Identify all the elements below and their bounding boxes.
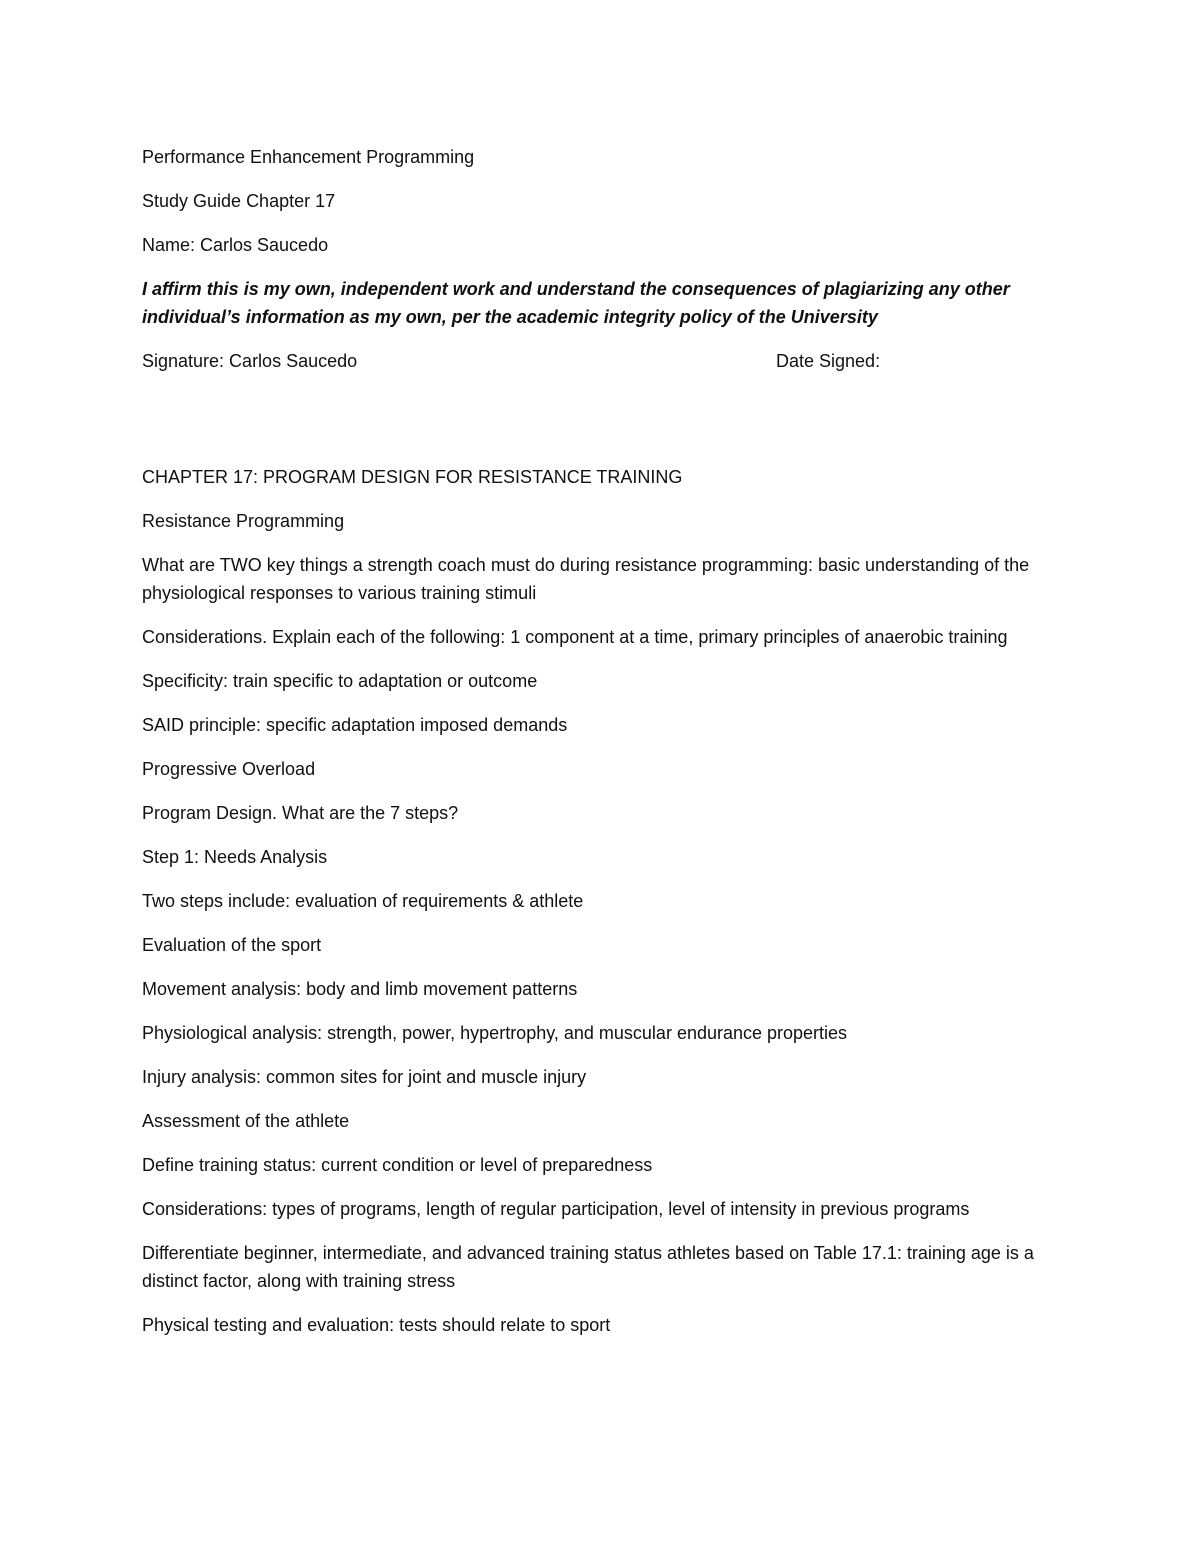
paragraph: Considerations: types of programs, length of regular participation, level of intensity in previous programs	[142, 1199, 970, 1219]
signature-row	[142, 347, 1062, 375]
paragraph: Evaluation of the sport	[142, 935, 322, 955]
affirmation-statement: I affirm this is my own, independent work and understand the consequences of plagiarizing any other individual’s information as my own, per the academic integrity policy of the University	[142, 279, 1010, 327]
paragraph: Step 1: Needs Analysis	[142, 847, 328, 867]
student-name: Name: Carlos Saucedo	[142, 235, 329, 255]
paragraph: Progressive Overload	[142, 759, 316, 779]
paragraph: Physiological analysis: strength, power, hypertrophy, and muscular endurance properties	[142, 1023, 848, 1043]
paragraph: Considerations. Explain each of the following: 1 component at a time, primary principles of anaerobic training	[142, 627, 1008, 647]
paragraph: Define training status: current condition or level of preparedness	[142, 1155, 653, 1175]
paragraph: Assessment of the athlete	[142, 1111, 350, 1131]
chapter-heading: CHAPTER 17: PROGRAM DESIGN FOR RESISTANCE TRAINING	[142, 467, 683, 487]
paragraph: Injury analysis: common sites for joint and muscle injury	[142, 1067, 587, 1087]
paragraph: Specificity: train specific to adaptation or outcome	[142, 671, 538, 691]
paragraph: Program Design. What are the 7 steps?	[142, 803, 459, 823]
section-heading: Resistance Programming	[142, 511, 345, 531]
paragraph: Movement analysis: body and limb movement patterns	[142, 979, 578, 999]
date-signed-line: Date Signed:	[776, 351, 881, 371]
course-title: Performance Enhancement Programming	[142, 147, 475, 167]
signature-line: Signature: Carlos Saucedo	[142, 351, 358, 371]
section-spacer	[142, 391, 1062, 463]
document-content	[142, 143, 1062, 1355]
paragraph: Two steps include: evaluation of requirements & athlete	[142, 891, 584, 911]
guide-title: Study Guide Chapter 17	[142, 191, 336, 211]
paragraph: SAID principle: specific adaptation imposed demands	[142, 715, 568, 735]
paragraph: Differentiate beginner, intermediate, and advanced training status athletes based on Table 17.1: training age is a distinct factor, along with training stress	[142, 1243, 1034, 1291]
paragraph: Physical testing and evaluation: tests should relate to sport	[142, 1315, 611, 1335]
paragraph: What are TWO key things a strength coach must do during resistance programming: basic understanding of the physiological responses to various training stimuli	[142, 555, 1030, 603]
